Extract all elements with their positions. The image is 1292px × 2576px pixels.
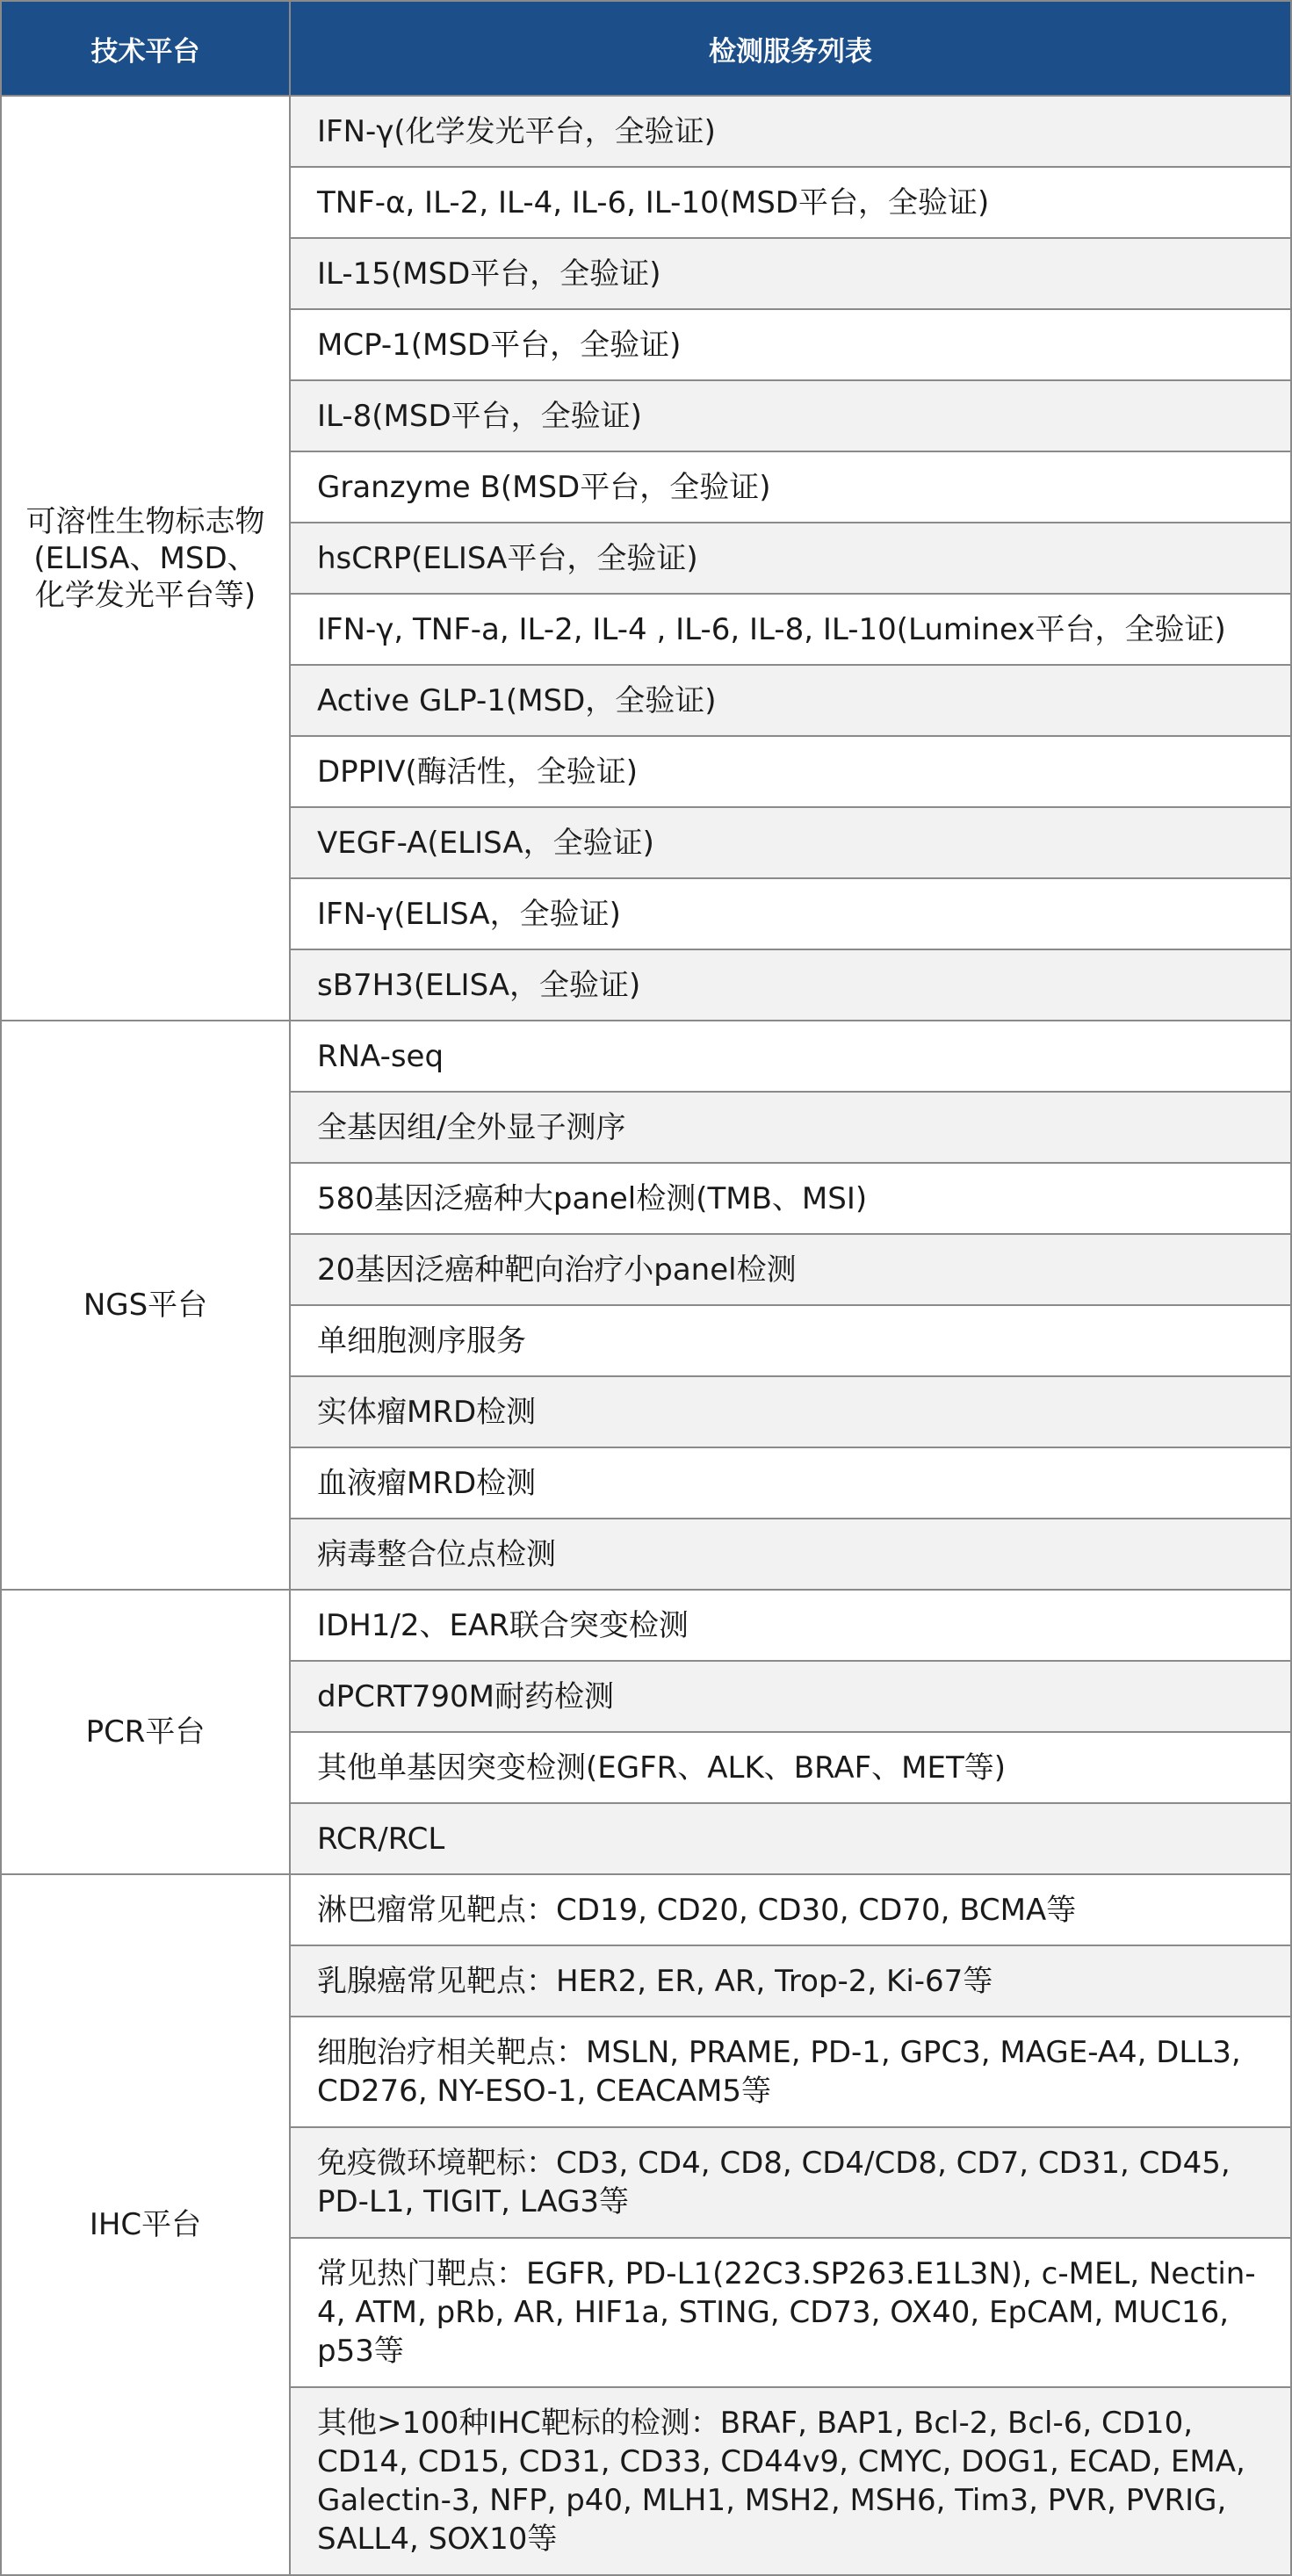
table-row: [1, 1590, 1291, 1661]
service-item: 淋巴瘤常见靶点：CD19, CD20, CD30, CD70, BCMA等: [290, 1874, 1291, 1945]
service-item: IL-15(MSD平台，全验证): [290, 238, 1291, 309]
service-item: 免疫微环境靶标：CD3, CD4, CD8, CD4/CD8, CD7, CD31, CD45, PD-L1, TIGIT, LAG3等: [290, 2127, 1291, 2238]
service-item: hsCRP(ELISA平台，全验证): [290, 523, 1291, 594]
service-item: 全基因组/全外显子测序: [290, 1092, 1291, 1163]
service-item: Active GLP-1(MSD，全验证): [290, 665, 1291, 736]
service-item: dPCRT790M耐药检测: [290, 1661, 1291, 1732]
service-item: 血液瘤MRD检测: [290, 1447, 1291, 1519]
service-item: IDH1/2、EAR联合突变检测: [290, 1590, 1291, 1661]
service-item: sB7H3(ELISA，全验证): [290, 949, 1291, 1021]
service-item: TNF-α, IL-2, IL-4, IL-6, IL-10(MSD平台，全验证): [290, 167, 1291, 238]
service-item: 常见热门靶点：EGFR, PD-L1(22C3.SP263.E1L3N), c-MEL, Nectin-4, ATM, pRb, AR, HIF1a, STING, CD73, OX40, EpCAM, MUC16, p53等: [290, 2238, 1291, 2387]
service-item: IFN-γ(化学发光平台，全验证): [290, 96, 1291, 167]
service-item: 20基因泛癌种靶向治疗小panel检测: [290, 1234, 1291, 1305]
service-item: 单细胞测序服务: [290, 1305, 1291, 1376]
service-item: 其他单基因突变检测(EGFR、ALK、BRAF、MET等): [290, 1732, 1291, 1803]
service-item: 病毒整合位点检测: [290, 1519, 1291, 1590]
service-item: RNA-seq: [290, 1021, 1291, 1092]
service-item: VEGF-A(ELISA，全验证): [290, 807, 1291, 878]
platform-cell-soluble-biomarker: 可溶性生物标志物(ELISA、MSD、化学发光平台等): [1, 96, 290, 1021]
service-item: Granzyme B(MSD平台，全验证): [290, 451, 1291, 523]
service-item: 细胞治疗相关靶点：MSLN, PRAME, PD-1, GPC3, MAGE-A4, DLL3, CD276, NY-ESO-1, CEACAM5等: [290, 2017, 1291, 2127]
service-item: IFN-γ, TNF-a, IL-2, IL-4 , IL-6, IL-8, IL-10(Luminex平台，全验证): [290, 594, 1291, 665]
header-services: 检测服务列表: [290, 1, 1291, 96]
table-row: [1, 1874, 1291, 1945]
table-body: [1, 96, 1291, 2575]
service-item: RCR/RCL: [290, 1803, 1291, 1874]
service-item: IL-8(MSD平台，全验证): [290, 380, 1291, 451]
header-row: [1, 1, 1291, 96]
platform-cell-ngs: NGS平台: [1, 1021, 290, 1590]
service-item: 其他>100种IHC靶标的检测：BRAF, BAP1, Bcl-2, Bcl-6, CD10, CD14, CD15, CD31, CD33, CD44v9, CMYC, DOG1, ECAD, EMA, Galectin-3, NFP, p40, MLH1, MSH2, MSH6, Tim3, PVR, PVRIG, SALL4, SOX10等: [290, 2387, 1291, 2575]
service-item: MCP-1(MSD平台，全验证): [290, 309, 1291, 380]
service-item: 580基因泛癌种大panel检测(TMB、MSI): [290, 1163, 1291, 1234]
platform-cell-pcr: PCR平台: [1, 1590, 290, 1874]
header-platform: 技术平台: [1, 1, 290, 96]
service-item: IFN-γ(ELISA，全验证): [290, 878, 1291, 949]
service-item: 实体瘤MRD检测: [290, 1376, 1291, 1447]
service-item: DPPIV(酶活性，全验证): [290, 736, 1291, 807]
platform-cell-ihc: IHC平台: [1, 1874, 290, 2575]
table-row: [1, 1021, 1291, 1092]
service-item: 乳腺癌常见靶点：HER2, ER, AR, Trop-2, Ki-67等: [290, 1945, 1291, 2017]
table-row: [1, 96, 1291, 167]
